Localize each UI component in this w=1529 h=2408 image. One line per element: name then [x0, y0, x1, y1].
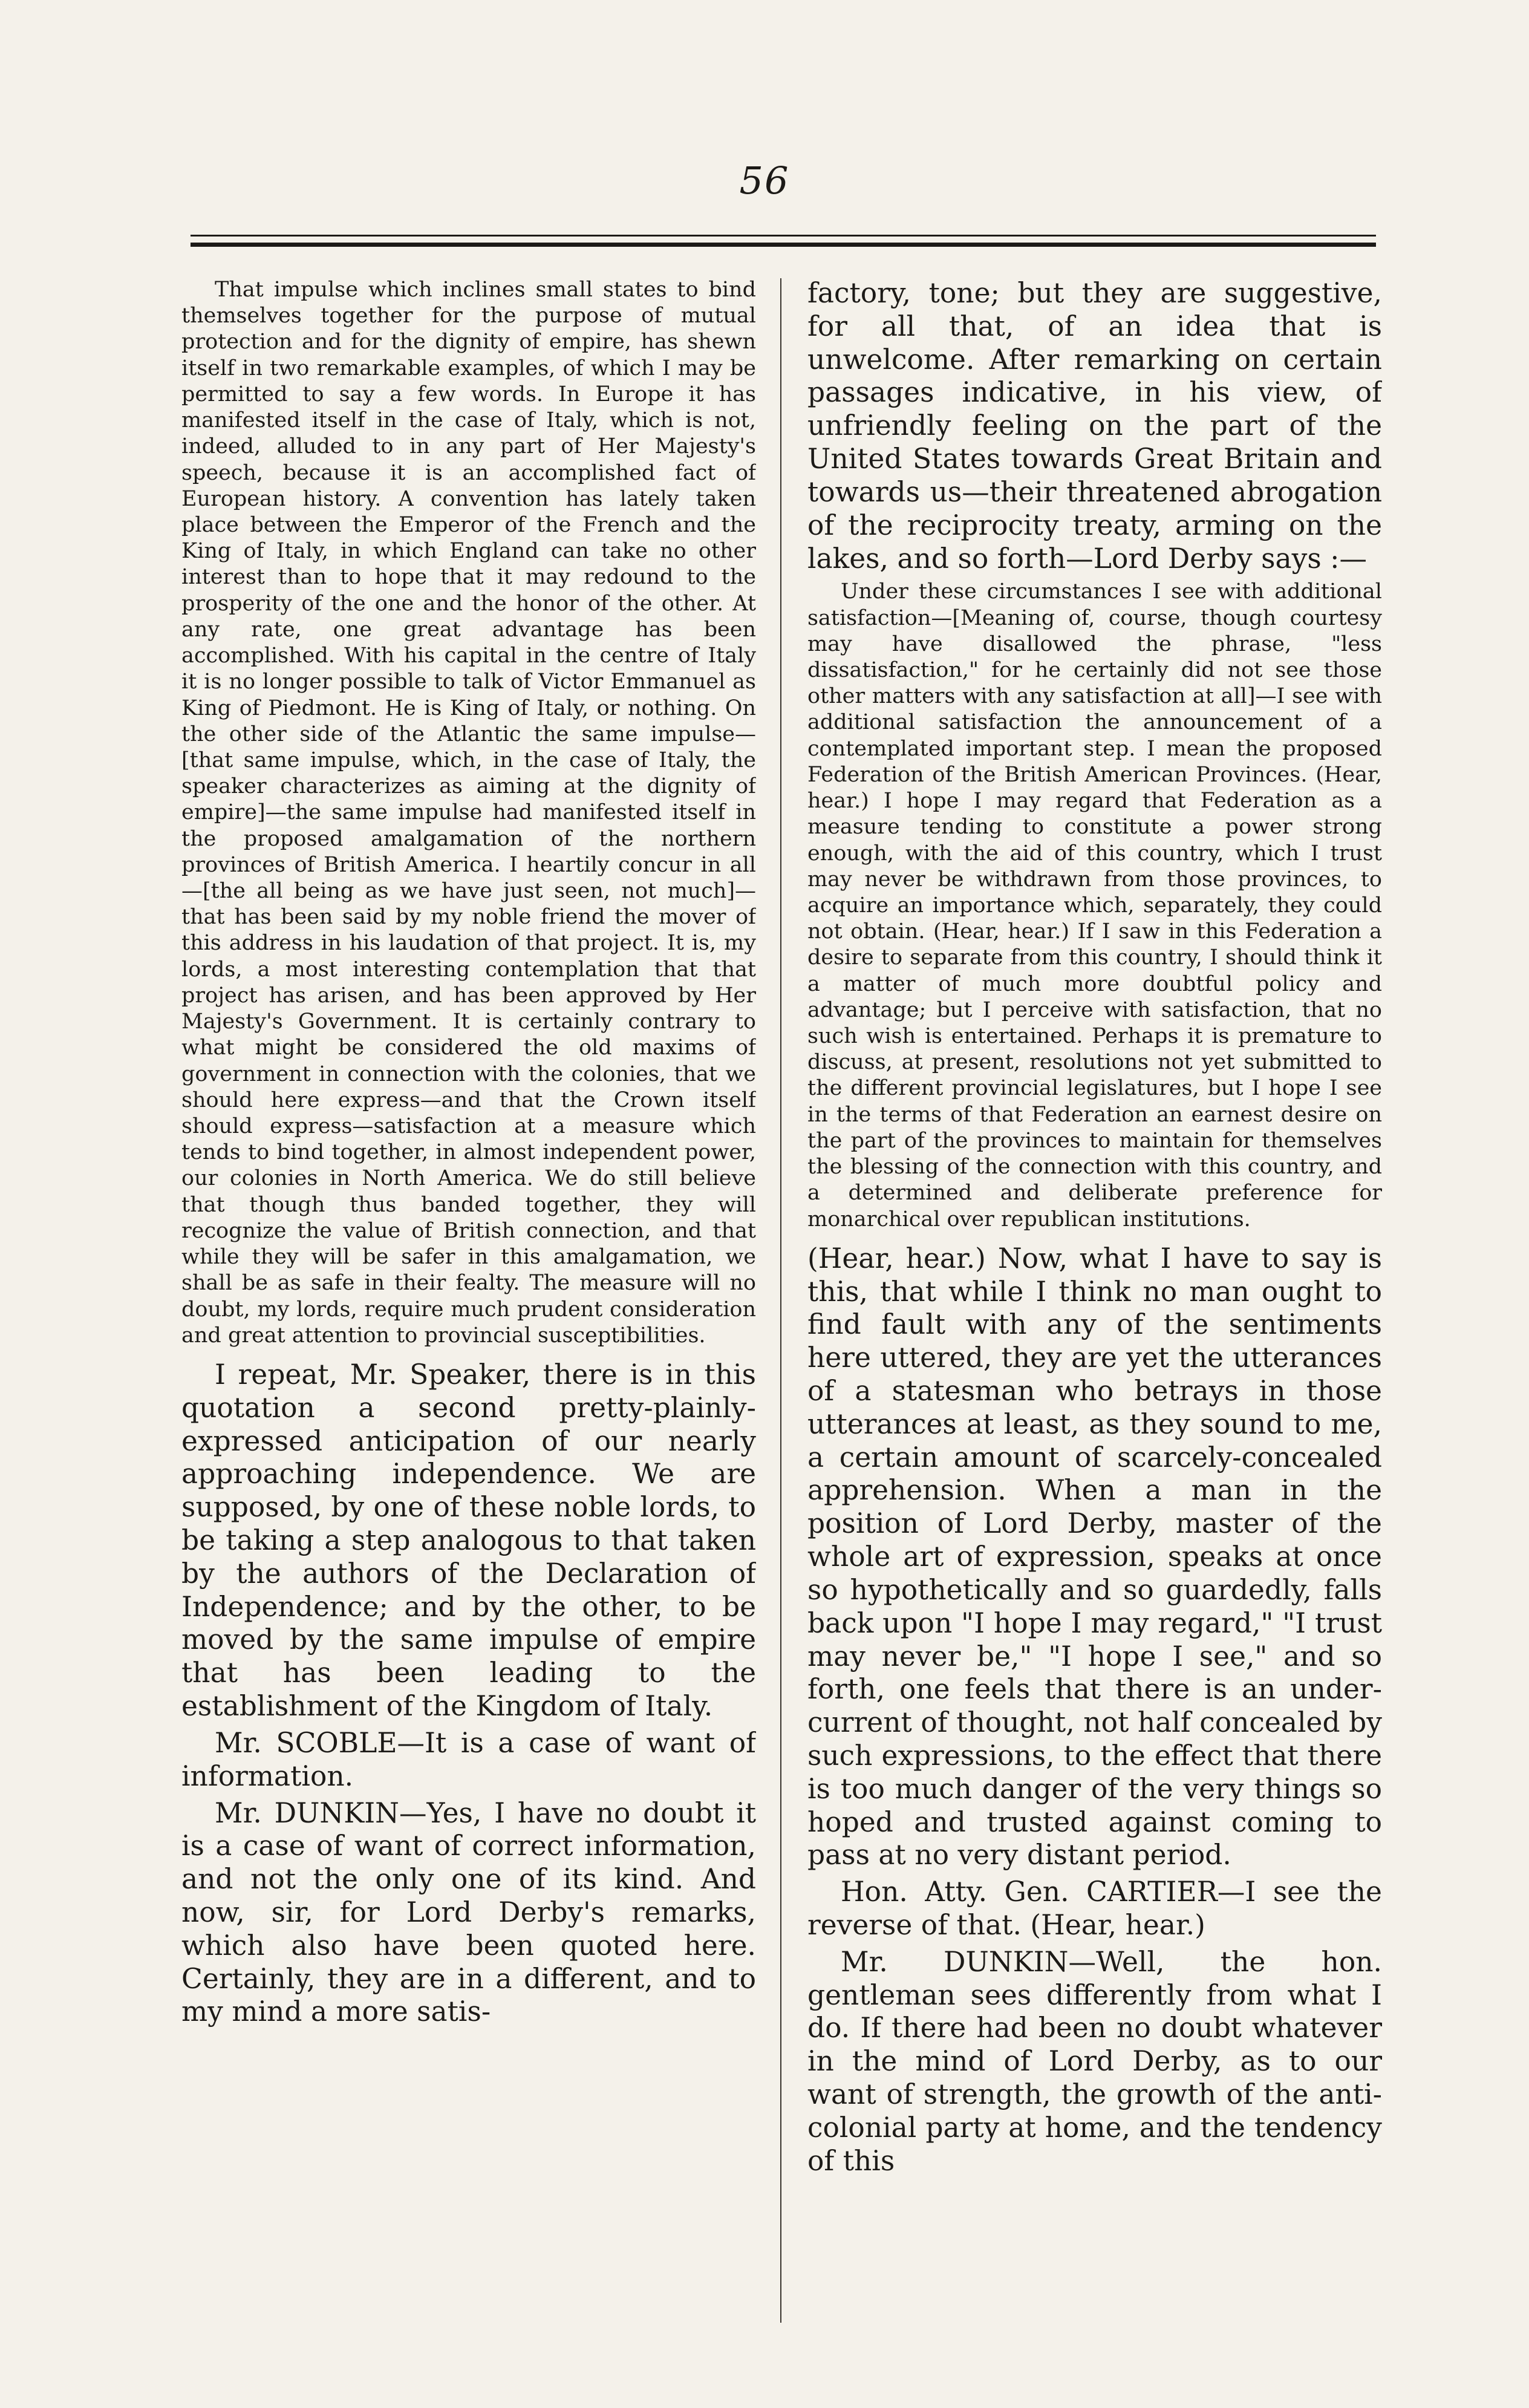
- right-paragraph-3: Hon. Atty. Gen. CARTIER—I see the reverse of that. (Hear, hear.): [807, 1876, 1382, 1942]
- right-paragraph-4: Mr. DUNKIN—Well, the hon. gentleman sees differently from what I do. If there had been no doubt whatever in the mind of Lord Derby, as to our want of strength, the growth of the anti-colonial party at home, and the tendency of this: [807, 1945, 1382, 2177]
- header-rules: [191, 235, 1376, 247]
- header-rule-thick: [191, 243, 1376, 247]
- left-column: [181, 277, 756, 2370]
- right-column: [807, 277, 1382, 2370]
- right-quote-1: Under these circumstances I see with additional satisfaction—[Meaning of, course, though courtesy may have disallowed the phrase, "less dissatisfaction," for he certainly did not see those other matters with any satisfaction at all]—I see with additional satisfaction the announcement of a contemplated important step. I mean the proposed Federation of the British American Provinces. (Hear, hear.) I hope I may regard that Federation as a measure tending to constitute a power strong enough, with the aid of this country, which I trust may never be withdrawn from those provinces, to acquire an importance which, separately, they could not obtain. (Hear, hear.) If I saw in this Federation a desire to separate from this country, I should think it a matter of much more doubtful policy and advantage; but I perceive with satisfaction, that no such wish is entertained. Perhaps it is premature to discuss, at present, resolutions not yet submitted to the different provincial legislatures, but I hope I see in the terms of that Federation an earnest desire on the part of the provinces to maintain for themselves the blessing of the connection with this country, and a determined and deliberate preference for monarchical over republican institutions.: [807, 579, 1382, 1232]
- left-paragraph-1: I repeat, Mr. Speaker, there is in this quotation a second pretty-plainly-expressed anticipation of our nearly approaching independence. We are supposed, by one of these noble lords, to be taking a step analogous to that taken by the authors of the Declaration of Independence; and by the other, to be moved by the same impulse of empire that has been leading to the establishment of the Kingdom of Italy.: [181, 1358, 756, 1723]
- left-paragraph-3: Mr. DUNKIN—Yes, I have no doubt it is a case of want of correct information, and not the only one of its kind. And now, sir, for Lord Derby's remarks, which also have been quoted here. Certainly, they are in a different, and to my mind a more satis-: [181, 1796, 756, 2028]
- column-divider: [780, 278, 781, 2323]
- left-quote-1: That impulse which inclines small states to bind themselves together for the purpose of mutual protection and for the dignity of empire, has shewn itself in two remarkable examples, of which I may be permitted to say a few words. In Europe it has manifested itself in the case of Italy, which is not, indeed, alluded to in any part of Her Majesty's speech, because it is an accomplished fact of European history. A convention has lately taken place between the Emperor of the French and the King of Italy, in which England can take no other interest than to hope that it may redound to the prosperity of the one and the honor of the other. At any rate, one great advantage has been accomplished. With his capital in the centre of Italy it is no longer possible to talk of Victor Emmanuel as King of Piedmont. He is King of Italy, or nothing. On the other side of the Atlantic the same impulse—[that same impulse, which, in the case of Italy, the speaker characterizes as aiming at the dignity of empire]—the same impulse had manifested itself in the proposed amalgamation of the northern provinces of British America. I heartily concur in all—[the all being as we have just seen, not much]—that has been said by my noble friend the mover of this address in his laudation of that project. It is, my lords, a most interesting contemplation that that project has arisen, and has been approved by Her Majesty's Government. It is certainly contrary to what might be considered the old maxims of government in connection with the colonies, that we should here express—and that the Crown itself should express—satisfaction at a measure which tends to bind together, in almost independent power, our colonies in North America. We do still believe that though thus banded together, they will recognize the value of British connection, and that while they will be safer in this amalgamation, we shall be as safe in their fealty. The measure will no doubt, my lords, require much prudent consideration and great attention to provincial susceptibilities.: [181, 278, 756, 1348]
- right-paragraph-1: factory, tone; but they are suggestive, for all that, of an idea that is unwelcome. After remarking on certain passages indicative, in his view, of unfriendly feeling on the part of the United States towards Great Britain and towards us—their threatened abrogation of the reciprocity treaty, arming on the lakes, and so forth—Lord Derby says :—: [807, 277, 1382, 575]
- right-paragraph-2: (Hear, hear.) Now, what I have to say is this, that while I think no man ought to find fault with any of the sentiments here uttered, they are yet the utterances of a statesman who betrays in those utterances at least, as they sound to me, a certain amount of scarcely-concealed apprehension. When a man in the position of Lord Derby, master of the whole art of expression, speaks at once so hypothetically and so guardedly, falls back upon "I hope I may regard," "I trust may never be," "I hope I see," and so forth, one feels that there is an under-current of thought, not half concealed by such expressions, to the effect that there is too much danger of the very things so hoped and trusted against coming to pass at no very distant period.: [807, 1242, 1382, 1871]
- header-rule-thin: [191, 235, 1376, 237]
- left-paragraph-2: Mr. SCOBLE—It is a case of want of information.: [181, 1726, 756, 1792]
- page-number: 56: [739, 158, 790, 203]
